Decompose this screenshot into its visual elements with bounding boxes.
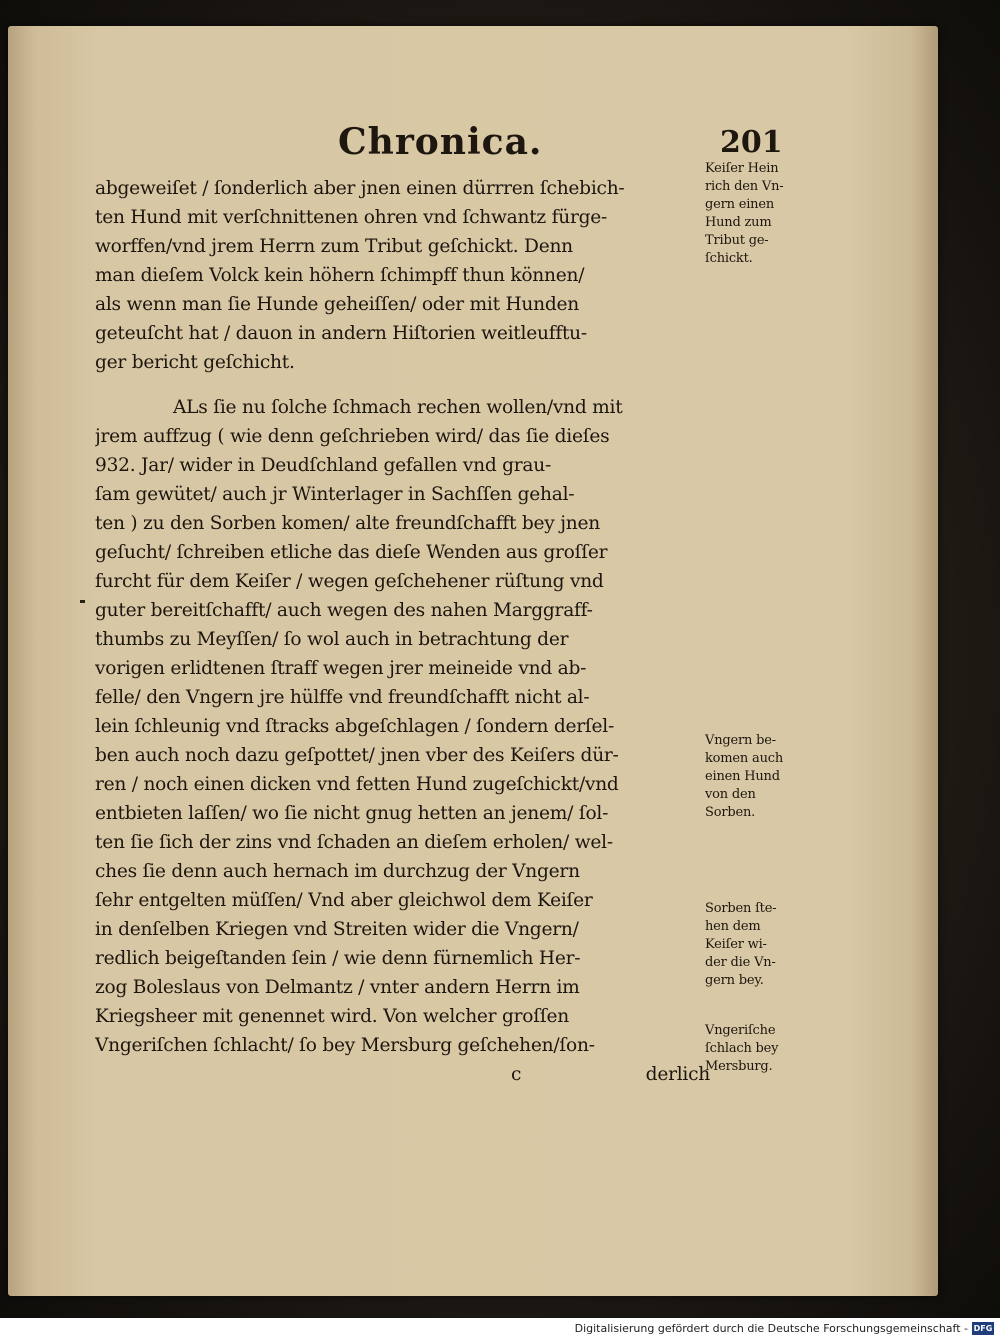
text-line: Kriegsheer mit genennet wird. Von welcher groſſen <box>95 1006 569 1027</box>
sidenote-line: ſchlach bey <box>705 1041 779 1056</box>
page-number: 201 <box>720 125 783 160</box>
sidenote-line: Tribut ge- <box>705 233 769 248</box>
sidenote-line: Mersburg. <box>705 1059 773 1074</box>
text-line: ALs ſie nu ſolche ſchmach rechen wollen/vnd mit <box>173 397 623 418</box>
text-line: thumbs zu Meyſſen/ ſo wol auch in betrachtung der <box>95 629 569 650</box>
sidenote-line: rich den Vn- <box>705 179 784 194</box>
text-line: ger bericht geſchicht. <box>95 352 295 373</box>
text-line: worffen/vnd jrem Herrn zum Tribut geſchickt. Denn <box>95 236 573 257</box>
margin-mark <box>80 600 85 603</box>
catchword-line <box>95 1060 710 1089</box>
sidenote-line: Hund zum <box>705 215 772 230</box>
text-line: ſehr entgelten müſſen/ Vnd aber gleichwol dem Keiſer <box>95 890 593 911</box>
signature-mark: c <box>511 1064 522 1085</box>
sidenote-line: Vngern be- <box>705 733 776 748</box>
text-line: ben auch noch dazu geſpottet/ jnen vber des Keiſers dür- <box>95 745 619 766</box>
text-line: ten ſie ſich der zins vnd ſchaden an dieſem erholen/ wel- <box>95 832 613 853</box>
text-line: Vngeriſchen ſchlacht/ ſo bey Mersburg geſchehen/ſon- <box>95 1035 595 1056</box>
text-line: redlich beigeſtanden ſein / wie denn fürnemlich Her- <box>95 948 581 969</box>
sidenote-line: gern einen <box>705 197 775 212</box>
text-line: zog Boleslaus von Delmantz / vnter andern Herrn im <box>95 977 580 998</box>
text-line: felle/ den Vngern jre hülffe vnd freundſchafft nicht al- <box>95 687 590 708</box>
sidenote-line: Keiſer wi- <box>705 937 767 952</box>
text-line: 932. Jar/ wider in Deudſchland gefallen vnd grau- <box>95 455 552 476</box>
text-line: man dieſem Volck kein höhern ſchimpff thun können/ <box>95 265 585 286</box>
text-line: jrem auffzug ( wie denn geſchrieben wird/ das ſie dieſes <box>95 426 610 447</box>
sidenote-line: ſchickt. <box>705 251 753 266</box>
main-text <box>95 174 710 1089</box>
digitization-footer <box>0 1318 1000 1341</box>
sidenote-line: Sorben ſte- <box>705 901 777 916</box>
sidenote-sorbs <box>705 900 835 990</box>
text-line: in denſelben Kriegen vnd Streiten wider die Vngern/ <box>95 919 579 940</box>
text-line: abgeweiſet / ſonderlich aber jnen einen dürrren ſchebich- <box>95 178 625 199</box>
text-line: geteuſcht hat / dauon in andern Hiſtorien weitleufftu- <box>95 323 587 344</box>
text-line: geſucht/ ſchreiben etliche das dieſe Wenden aus groſſer <box>95 542 608 563</box>
text-line: ten Hund mit verſchnittenen ohren vnd ſchwantz fürge- <box>95 207 608 228</box>
sidenote-line: einen Hund <box>705 769 780 784</box>
sidenote-line: komen auch <box>705 751 784 766</box>
text-line: als wenn man ſie Hunde geheiſſen/ oder mit Hunden <box>95 294 579 315</box>
text-line: ren / noch einen dicken vnd fetten Hund zugeſchickt/vnd <box>95 774 619 795</box>
footer-credit: Digitalisierung gefördert durch die Deutsche Forschungsgemeinschaft - <box>574 1322 968 1335</box>
text-line: ten ) zu den Sorben komen/ alte freundſchafft bey jnen <box>95 513 600 534</box>
sidenote-line: von den <box>705 787 756 802</box>
text-line: vorigen erlidtenen ſtraff wegen jrer meineide vnd ab- <box>95 658 587 679</box>
dfg-logo-icon: DFG <box>973 1324 993 1333</box>
text-line: entbieten laſſen/ wo ſie nicht gnug hetten an jenem/ ſol- <box>95 803 609 824</box>
sidenote-hungarians <box>705 732 835 822</box>
sidenote-battle <box>705 1022 835 1076</box>
sidenote-line: der die Vn- <box>705 955 776 970</box>
text-line: guter bereitſchafft/ auch wegen des nahen Marggraff- <box>95 600 593 621</box>
sidenote-line: hen dem <box>705 919 761 934</box>
catchword: derlich <box>645 1064 710 1085</box>
text-line: furcht für dem Keiſer / wegen geſchehener rüſtung vnd <box>95 571 604 592</box>
paragraph-gap <box>95 377 710 393</box>
book-page <box>8 26 938 1296</box>
text-line: lein ſchleunig vnd ſtracks abgeſchlagen / ſondern derſel- <box>95 716 615 737</box>
text-line: ches ſie denn auch hernach im durchzug der Vngern <box>95 861 580 882</box>
sidenote-line: Vngeriſche <box>705 1023 776 1038</box>
running-head: Chronica. <box>338 121 543 163</box>
sidenote-tribute <box>705 160 835 268</box>
sidenote-line: gern bey. <box>705 973 764 988</box>
sidenote-line: Keiſer Hein <box>705 161 779 176</box>
text-line: ſam gewütet/ auch jr Winterlager in Sachſſen gehal- <box>95 484 575 505</box>
sidenote-line: Sorben. <box>705 805 756 820</box>
